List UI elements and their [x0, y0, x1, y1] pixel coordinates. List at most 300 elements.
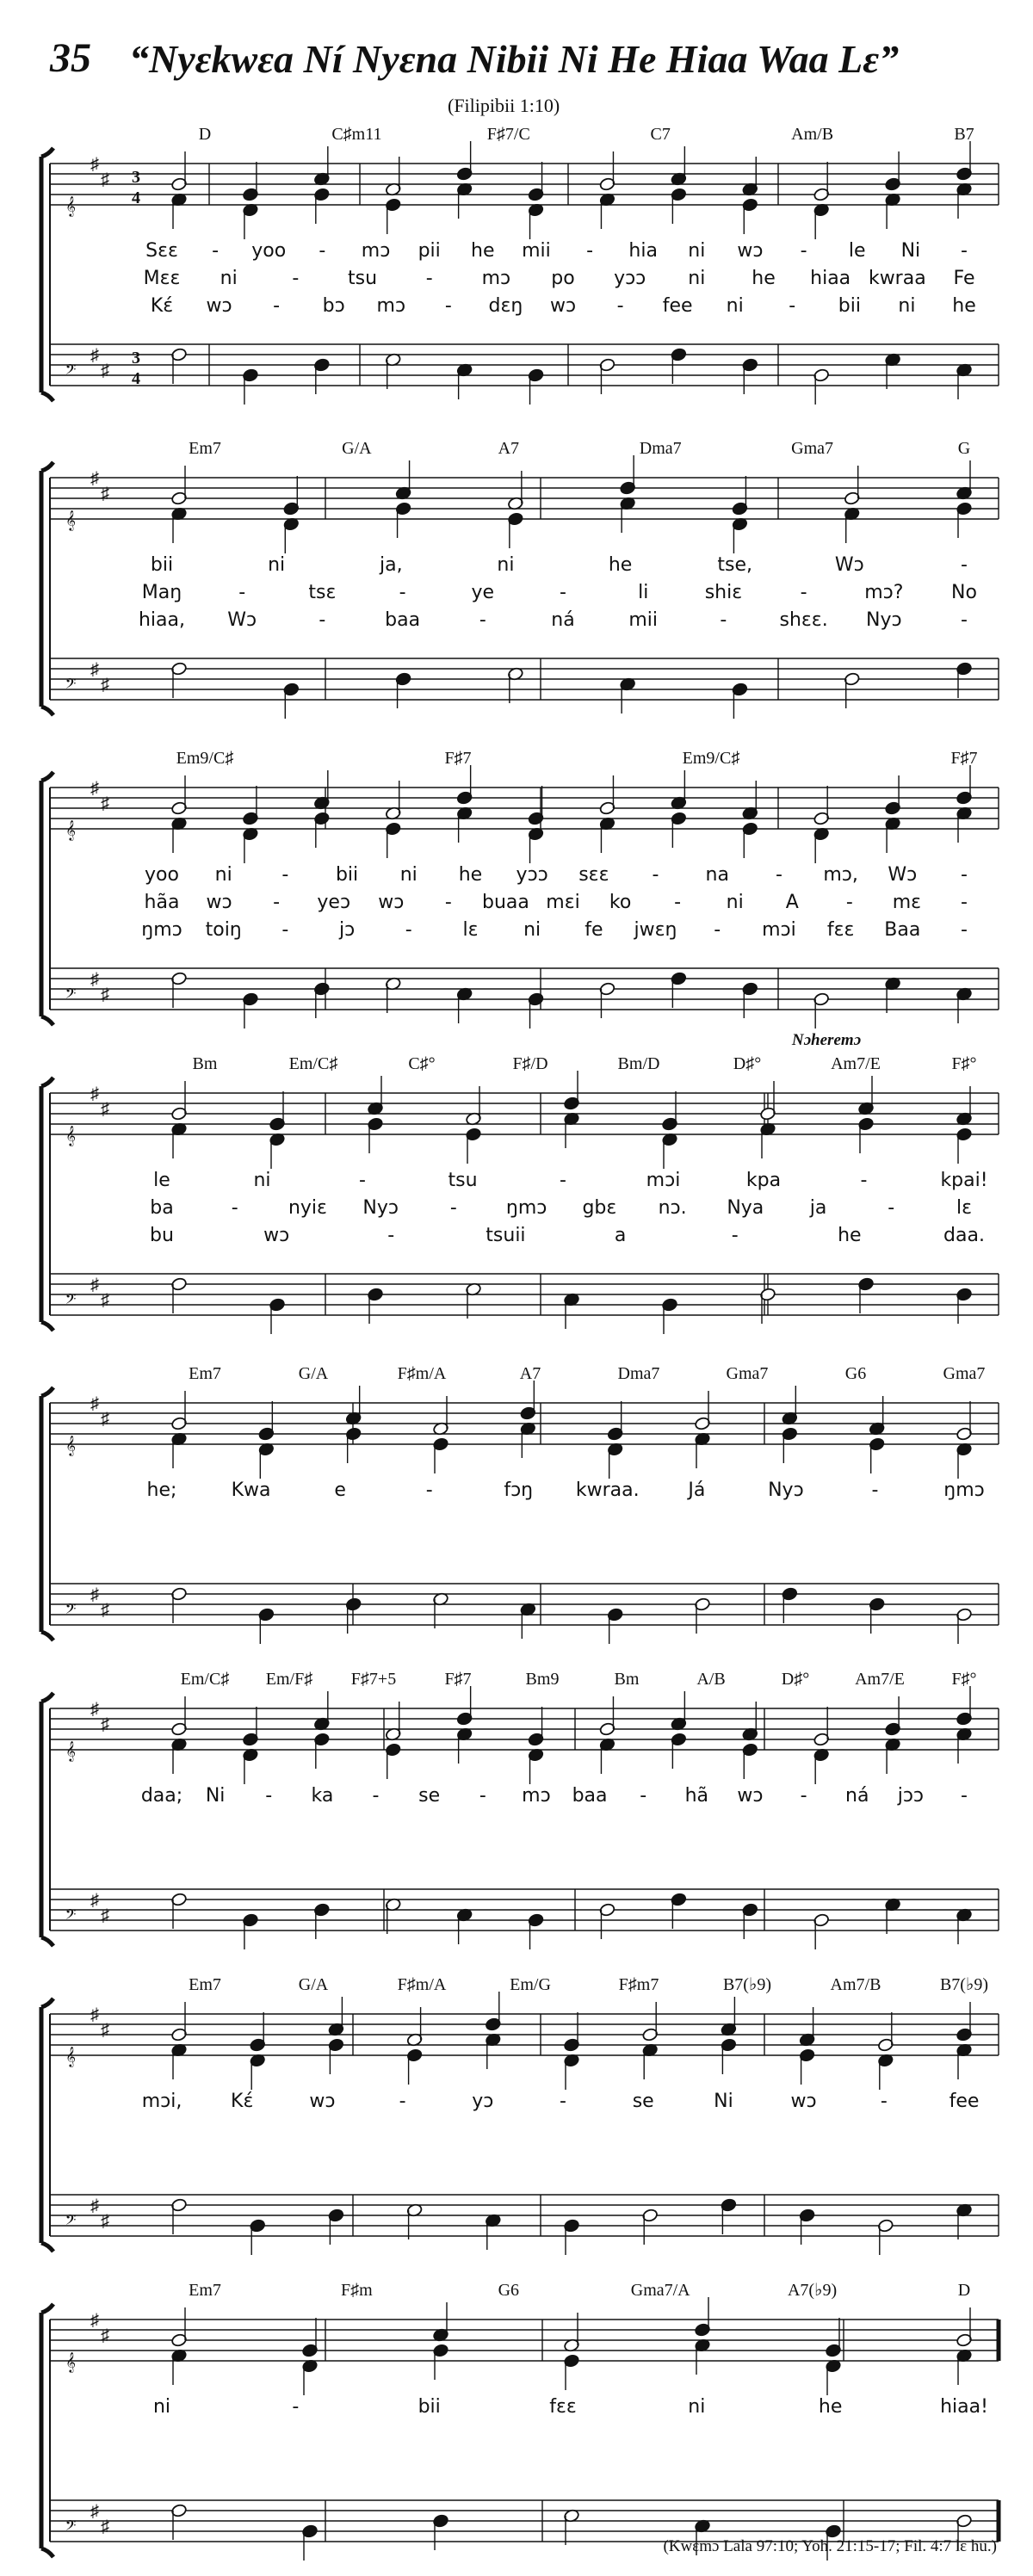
system-bracket — [41, 1078, 53, 1331]
lyric-syllable: - — [273, 892, 281, 913]
lyric-syllable: - — [640, 1785, 647, 1807]
chord-symbol: Bm — [614, 1670, 640, 1689]
lyric-syllable: hãa — [144, 892, 180, 913]
key-signature-sharp: ♯ — [101, 361, 109, 380]
lyric-syllable: yɔɔ — [614, 268, 646, 289]
key-signature-sharp: ♯ — [101, 2021, 109, 2040]
lyric-syllable: ni — [497, 554, 515, 576]
lyric-syllable: ye — [471, 582, 495, 603]
hymn-title: “Nyɛkwɛa Ní Nyɛna Nibii Ni He Hiaa Waa Lɛ” — [129, 37, 900, 81]
lyric-syllable: Fe — [953, 268, 975, 289]
lyric-syllable: mii — [628, 609, 659, 631]
lyric-syllable: ni — [399, 864, 418, 886]
key-signature-sharp: ♯ — [101, 2326, 109, 2345]
lyric-syllable: hiaa, — [138, 609, 186, 631]
chord-symbol: F♯m7 — [618, 1975, 659, 1994]
scripture-reference: (Filipibii 1:10) — [448, 95, 560, 116]
lyric-syllable: bu — [150, 1225, 174, 1246]
lyric-syllable: - — [586, 240, 594, 262]
lyric-syllable: - — [961, 240, 968, 262]
key-signature-sharp: ♯ — [90, 779, 99, 798]
lyric-syllable: lɛ — [462, 919, 479, 941]
lyric-syllable: - — [961, 1785, 968, 1807]
chord-symbol: Bm/D — [617, 1054, 660, 1073]
bass-clef: 𝄢 — [65, 1292, 77, 1311]
lyric-syllable: Nyɔ — [866, 609, 902, 631]
chord-symbol: Dma7 — [639, 439, 682, 458]
key-signature-sharp: ♯ — [90, 2196, 99, 2215]
lyric-syllable: Wɔ — [888, 864, 918, 886]
lyric-syllable: ja — [809, 1197, 827, 1219]
chord-symbol: G/A — [342, 439, 372, 458]
chord-symbol: G/A — [298, 1364, 329, 1383]
lyric-syllable: - — [405, 919, 412, 941]
lyric-syllable: - — [449, 1197, 457, 1219]
chord-symbol: F♯7 — [444, 1670, 472, 1689]
lyric-syllable: wɔ — [737, 240, 764, 262]
chord-symbol: Gma7 — [943, 1364, 986, 1383]
lyric-syllable: - — [212, 240, 220, 262]
lyric-syllable: mɔ — [376, 295, 406, 317]
lyric-syllable: wɔ — [263, 1225, 290, 1246]
lyric-syllable: tsɛ — [308, 582, 337, 603]
lyric-syllable: - — [425, 1480, 433, 1501]
key-signature-sharp: ♯ — [101, 2517, 109, 2536]
lyric-syllable: e — [334, 1480, 346, 1501]
system-bracket — [41, 772, 53, 1025]
lyric-syllable: - — [479, 609, 486, 631]
lyric-syllable: Já — [688, 1480, 706, 1501]
lyric-syllable: he — [608, 554, 633, 576]
chord-symbol: Am/B — [791, 125, 834, 144]
lyric-syllable: No — [951, 582, 977, 603]
lyric-syllable: yeɔ — [317, 892, 351, 913]
lyric-syllable: kpai! — [940, 1170, 988, 1191]
lyric-syllable: ni — [523, 919, 541, 941]
chord-symbol: Am7/B — [830, 1975, 881, 1994]
chord-symbol: B7 — [954, 125, 974, 144]
lyric-syllable: he — [752, 268, 776, 289]
lyric-syllable: se — [418, 1785, 441, 1807]
lyric-syllable: - — [961, 554, 968, 576]
chord-symbol: B7(♭9) — [722, 1975, 772, 1994]
lyric-syllable: ja, — [379, 554, 403, 576]
key-signature-sharp: ♯ — [90, 1084, 99, 1103]
lyric-syllable: daa; — [140, 1785, 183, 1807]
lyric-syllable: - — [238, 582, 246, 603]
lyric-syllable: kwraa — [868, 268, 926, 289]
lyric-syllable: mɔi, — [141, 2091, 182, 2112]
chord-symbol: Em7 — [189, 1364, 221, 1383]
key-signature-sharp: ♯ — [101, 485, 109, 503]
system-bracket — [41, 1387, 53, 1640]
lyric-syllable: hia — [628, 240, 658, 262]
lyric-syllable: shɛɛ. — [779, 609, 828, 631]
treble-clef: 𝄞 — [65, 2353, 76, 2372]
system-2 — [41, 439, 999, 719]
lyric-syllable: Maŋ — [141, 582, 182, 603]
lyric-syllable: fee — [949, 2091, 980, 2112]
lyric-syllable: - — [674, 892, 682, 913]
lyric-syllable: bii — [335, 864, 359, 886]
lyric-syllable: Mɛɛ — [143, 268, 181, 289]
system-bracket — [41, 1998, 53, 2252]
lyric-syllable: ni — [688, 240, 706, 262]
bass-clef: 𝄢 — [65, 362, 77, 381]
lyric-syllable: jɔ — [338, 919, 356, 941]
lyric-syllable: he — [818, 2396, 843, 2418]
lyric-syllable: - — [720, 609, 727, 631]
lyric-syllable: ni — [688, 268, 706, 289]
lyric-syllable: tsuii — [486, 1225, 526, 1246]
lyric-syllable: - — [961, 892, 968, 913]
bass-clef: 𝄢 — [65, 676, 77, 695]
lyric-syllable: - — [880, 2091, 888, 2112]
chord-symbol: Bm9 — [525, 1670, 560, 1689]
lyric-syllable: - — [731, 1225, 739, 1246]
system-bracket — [41, 148, 53, 401]
key-signature-sharp: ♯ — [101, 1100, 109, 1119]
lyric-syllable: Wɔ — [227, 609, 257, 631]
chord-symbol: F♯7+5 — [350, 1670, 397, 1689]
lyric-syllable: - — [319, 240, 326, 262]
lyric-syllable: Ni — [900, 240, 921, 262]
chord-symbol: C♯m11 — [331, 125, 382, 144]
lyric-syllable: - — [961, 609, 968, 631]
lyric-syllable: mii — [522, 240, 551, 262]
lyric-syllable: ŋmɔ — [943, 1480, 985, 1501]
lyric-syllable: ná — [551, 609, 575, 631]
lyric-syllable: wɔ — [309, 2091, 336, 2112]
lyric-syllable: tsu — [347, 268, 378, 289]
lyric-syllable: Kɛ́ — [150, 295, 174, 317]
lyric-syllable: mɔ — [361, 240, 391, 262]
lyric-syllable: ni — [253, 1170, 271, 1191]
lyric-syllable: ŋmɔ — [505, 1197, 547, 1219]
chord-symbol: F♯m/A — [397, 1975, 447, 1994]
lyric-syllable: a — [614, 1225, 627, 1246]
lyric-syllable: ni — [220, 268, 238, 289]
chord-symbol: A7(♭9) — [787, 2281, 838, 2300]
lyric-syllable: le — [848, 240, 866, 262]
lyric-syllable: dɛŋ — [488, 295, 523, 317]
lyric-syllable: - — [479, 1785, 486, 1807]
lyric-syllable: Wɔ — [834, 554, 864, 576]
lyric-syllable: jwɛŋ — [634, 919, 677, 941]
lyric-syllable: shiɛ — [704, 582, 743, 603]
lyric-syllable: ŋmɔ — [141, 919, 182, 941]
lyric-syllable: - — [961, 919, 968, 941]
lyric-syllable: - — [888, 1197, 895, 1219]
chord-symbol: Em/C♯ — [288, 1054, 338, 1073]
bass-clef: 𝄢 — [65, 2518, 77, 2537]
lyric-syllable: pii — [418, 240, 441, 262]
bass-clef: 𝄢 — [65, 986, 77, 1005]
treble-clef: 𝄞 — [65, 197, 76, 216]
lyric-syllable: nɔ. — [658, 1197, 687, 1219]
lyric-syllable: po — [551, 268, 575, 289]
lyric-syllable: - — [560, 2091, 566, 2112]
chord-symbol: D — [198, 125, 212, 144]
section-label: Nɔheremɔ — [791, 1031, 862, 1049]
lyric-syllable: - — [560, 1170, 566, 1191]
system-bracket — [41, 1693, 53, 1946]
chord-symbol: B7(♭9) — [939, 1975, 989, 1994]
lyric-syllable: - — [860, 1170, 868, 1191]
system-bracket — [41, 462, 53, 715]
treble-clef: 𝄞 — [65, 1436, 76, 1455]
lyric-syllable: mɔ, — [823, 864, 858, 886]
lyric-syllable: hiaa — [810, 268, 851, 289]
lyric-syllable: ni — [898, 295, 916, 317]
lyric-syllable: - — [616, 295, 624, 317]
lyric-syllable: mɛ — [892, 892, 922, 913]
chord-symbol: Gma7 — [791, 439, 834, 458]
lyric-syllable: - — [231, 1197, 238, 1219]
treble-clef: 𝄞 — [65, 2048, 76, 2066]
lyric-syllable: - — [292, 268, 300, 289]
lyric-syllable: mɔ? — [864, 582, 904, 603]
lyric-syllable: mɔi — [646, 1170, 681, 1191]
treble-clef: 𝄞 — [65, 821, 76, 840]
lyric-syllable: yɔ — [472, 2091, 494, 2112]
chord-symbol: A7 — [498, 439, 520, 458]
lyric-syllable: yɔɔ — [516, 864, 548, 886]
chord-symbol: F♯m/A — [397, 1364, 447, 1383]
chord-symbol: F♯7 — [444, 749, 472, 768]
lyric-syllable: ni — [268, 554, 286, 576]
lyric-syllable: fee — [662, 295, 693, 317]
lyric-syllable: baa — [572, 1785, 608, 1807]
lyric-syllable: - — [281, 919, 289, 941]
chord-symbol: G6 — [844, 1364, 867, 1383]
chord-symbol: Em/F♯ — [265, 1670, 313, 1689]
lyric-syllable: - — [444, 892, 452, 913]
lyric-syllable: he; — [146, 1480, 177, 1501]
lyric-syllable: jɔɔ — [897, 1785, 925, 1807]
lyric-syllable: - — [399, 2091, 406, 2112]
chord-symbol: Gma7/A — [630, 2281, 690, 2300]
key-signature-sharp: ♯ — [90, 1891, 99, 1910]
system-7 — [41, 1975, 999, 2255]
chord-symbol: F♯7 — [950, 749, 978, 768]
key-signature-sharp: ♯ — [90, 2311, 99, 2330]
lyric-syllable: - — [399, 582, 406, 603]
key-signature-sharp: ♯ — [101, 170, 109, 189]
lyric-syllable: - — [871, 1480, 879, 1501]
chord-symbol: Em/C♯ — [180, 1670, 230, 1689]
key-signature-sharp: ♯ — [101, 1410, 109, 1429]
lyric-syllable: ni — [152, 2396, 171, 2418]
chord-symbol: Am7/E — [831, 1054, 881, 1073]
key-signature-sharp: ♯ — [90, 2005, 99, 2024]
chord-symbol: Em7 — [189, 2281, 221, 2300]
lyric-syllable: ni — [726, 892, 744, 913]
lyric-syllable: - — [800, 582, 807, 603]
chord-symbol: D♯° — [733, 1054, 762, 1073]
chord-symbol: C♯° — [408, 1054, 436, 1073]
chord-symbol: Em9/C♯ — [682, 749, 740, 768]
lyric-syllable: Nyɔ — [768, 1480, 804, 1501]
lyric-syllable: mɔ — [522, 1785, 551, 1807]
lyric-syllable: fe — [585, 919, 603, 941]
lyric-syllable: Ni — [205, 1785, 226, 1807]
lyric-syllable: - — [775, 864, 782, 886]
treble-clef: 𝄞 — [65, 511, 76, 530]
key-signature-sharp: ♯ — [90, 1276, 99, 1294]
chord-symbol: Am7/E — [855, 1670, 905, 1689]
lyric-syllable: wɔ — [790, 2091, 817, 2112]
lyric-syllable: fɛɛ — [826, 919, 855, 941]
key-signature-sharp: ♯ — [90, 2502, 99, 2521]
key-signature-sharp: ♯ — [90, 346, 99, 365]
key-signature-sharp: ♯ — [90, 1700, 99, 1719]
lyric-syllable: mɛi — [546, 892, 580, 913]
lyric-syllable: wɔ — [206, 295, 232, 317]
lyric-syllable: lɛ — [956, 1197, 973, 1219]
lyric-syllable: - — [800, 240, 807, 262]
lyric-syllable: tsu — [448, 1170, 478, 1191]
key-signature-sharp: ♯ — [101, 1601, 109, 1620]
lyric-syllable: fɔŋ — [504, 1480, 534, 1501]
time-signature-bottom: 4 — [132, 369, 140, 388]
time-signature-top: 3 — [132, 168, 140, 187]
chord-symbol: F♯° — [951, 1054, 977, 1073]
chord-symbol: G/A — [298, 1975, 329, 1994]
chord-symbol: Em7 — [189, 439, 221, 458]
lyric-syllable: bii — [150, 554, 174, 576]
lyric-syllable: yoo — [145, 864, 179, 886]
lyric-syllable: Sɛɛ — [145, 240, 178, 262]
lyric-syllable: buaa — [481, 892, 529, 913]
lyric-syllable: bɔ — [322, 295, 345, 317]
lyric-syllable: wɔ — [206, 892, 232, 913]
chord-symbol: G — [957, 439, 971, 458]
bass-clef: 𝄢 — [65, 2213, 77, 2232]
key-signature-sharp: ♯ — [90, 1585, 99, 1604]
chord-symbol: C7 — [650, 125, 671, 144]
lyric-syllable: - — [372, 1785, 380, 1807]
bass-clef: 𝄢 — [65, 1602, 77, 1621]
lyric-syllable: baa — [385, 609, 421, 631]
lyric-syllable: ni — [688, 2396, 706, 2418]
chord-symbol: Bm — [192, 1054, 218, 1073]
system-8 — [41, 2281, 999, 2561]
system-5 — [41, 1364, 999, 1644]
system-bracket — [41, 2304, 53, 2557]
lyric-syllable: Kwa — [231, 1480, 271, 1501]
chord-symbol: Em/G — [510, 1975, 551, 1994]
treble-clef: 𝄞 — [65, 1742, 76, 1761]
lyric-syllable: - — [319, 609, 326, 631]
chord-symbol: A/B — [696, 1670, 726, 1689]
lyric-syllable: - — [961, 864, 968, 886]
lyric-syllable: - — [800, 1785, 807, 1807]
key-signature-sharp: ♯ — [90, 469, 99, 488]
lyric-syllable: wɔ — [737, 1785, 764, 1807]
lyric-syllable: Ni — [714, 2091, 733, 2112]
chord-symbol: F♯m — [341, 2281, 373, 2300]
lyric-syllable: ko — [609, 892, 632, 913]
lyric-syllable: bii — [838, 295, 861, 317]
key-signature-sharp: ♯ — [90, 660, 99, 679]
chord-symbol: Dma7 — [617, 1364, 660, 1383]
chord-symbol: A7 — [519, 1364, 541, 1383]
lyric-syllable: tse, — [717, 554, 753, 576]
lyric-syllable: - — [560, 582, 566, 603]
lyric-syllable: Nya — [727, 1197, 764, 1219]
key-signature-sharp: ♯ — [90, 155, 99, 174]
lyric-syllable: Kɛ́ — [231, 2091, 254, 2112]
lyric-syllable: he — [952, 295, 976, 317]
chord-symbol: D — [957, 2281, 971, 2300]
key-signature-sharp: ♯ — [101, 1291, 109, 1310]
lyric-syllable: sɛɛ — [578, 864, 609, 886]
lyric-syllable: - — [845, 892, 853, 913]
lyric-syllable: mɔi — [762, 919, 796, 941]
lyric-syllable: - — [265, 1785, 273, 1807]
lyric-syllable: nyiɛ — [288, 1197, 327, 1219]
lyric-syllable: - — [273, 295, 281, 317]
lyric-syllable: hã — [684, 1785, 709, 1807]
lyric-syllable: - — [444, 295, 452, 317]
lyric-syllable: yoo — [251, 240, 287, 262]
lyric-syllable: fɛɛ — [549, 2396, 577, 2418]
bass-clef: 𝄢 — [65, 1907, 77, 1926]
lyric-syllable: ba — [150, 1197, 174, 1219]
key-signature-sharp: ♯ — [101, 2212, 109, 2231]
lyric-syllable: wɔ — [378, 892, 405, 913]
key-signature-sharp: ♯ — [101, 1715, 109, 1734]
treble-clef: 𝄞 — [65, 1127, 76, 1146]
lyric-syllable: mɔ — [481, 268, 511, 289]
lyric-syllable: ná — [845, 1785, 869, 1807]
lyric-syllable: A — [785, 892, 799, 913]
lyric-syllable: toiŋ — [205, 919, 242, 941]
system-4 — [41, 1031, 999, 1334]
lyric-syllable: - — [789, 295, 796, 317]
lyric-syllable: bii — [418, 2396, 441, 2418]
time-signature-bottom: 4 — [132, 188, 140, 207]
hymn-number: 35 — [50, 35, 91, 81]
lyric-syllable: - — [425, 268, 433, 289]
lyric-syllable: gbɛ — [582, 1197, 617, 1219]
lyric-syllable: he — [458, 864, 483, 886]
lyric-syllable: wɔ — [549, 295, 577, 317]
lyric-syllable: Nyɔ — [362, 1197, 399, 1219]
lyric-syllable: ni — [726, 295, 744, 317]
lyric-syllable: he — [838, 1225, 862, 1246]
lyric-syllable: hiaa! — [940, 2396, 988, 2418]
lyric-syllable: he — [471, 240, 495, 262]
lyric-syllable: - — [714, 919, 721, 941]
chord-symbol: F♯7/C — [486, 125, 530, 144]
lyric-syllable: le — [153, 1170, 170, 1191]
chord-symbol: G6 — [498, 2281, 520, 2300]
lyric-syllable: - — [281, 864, 289, 886]
lyric-syllable: - — [387, 1225, 395, 1246]
lyric-syllable: kpa — [745, 1170, 782, 1191]
system-6 — [41, 1670, 999, 1949]
key-signature-sharp: ♯ — [101, 676, 109, 695]
chord-symbol: Em7 — [189, 1975, 221, 1994]
lyric-syllable: daa. — [943, 1225, 985, 1246]
lyric-syllable: - — [652, 864, 659, 886]
chord-symbol: D♯° — [781, 1670, 810, 1689]
system-1 — [41, 125, 999, 405]
lyric-syllable: na — [705, 864, 729, 886]
lyric-syllable: ni — [214, 864, 232, 886]
